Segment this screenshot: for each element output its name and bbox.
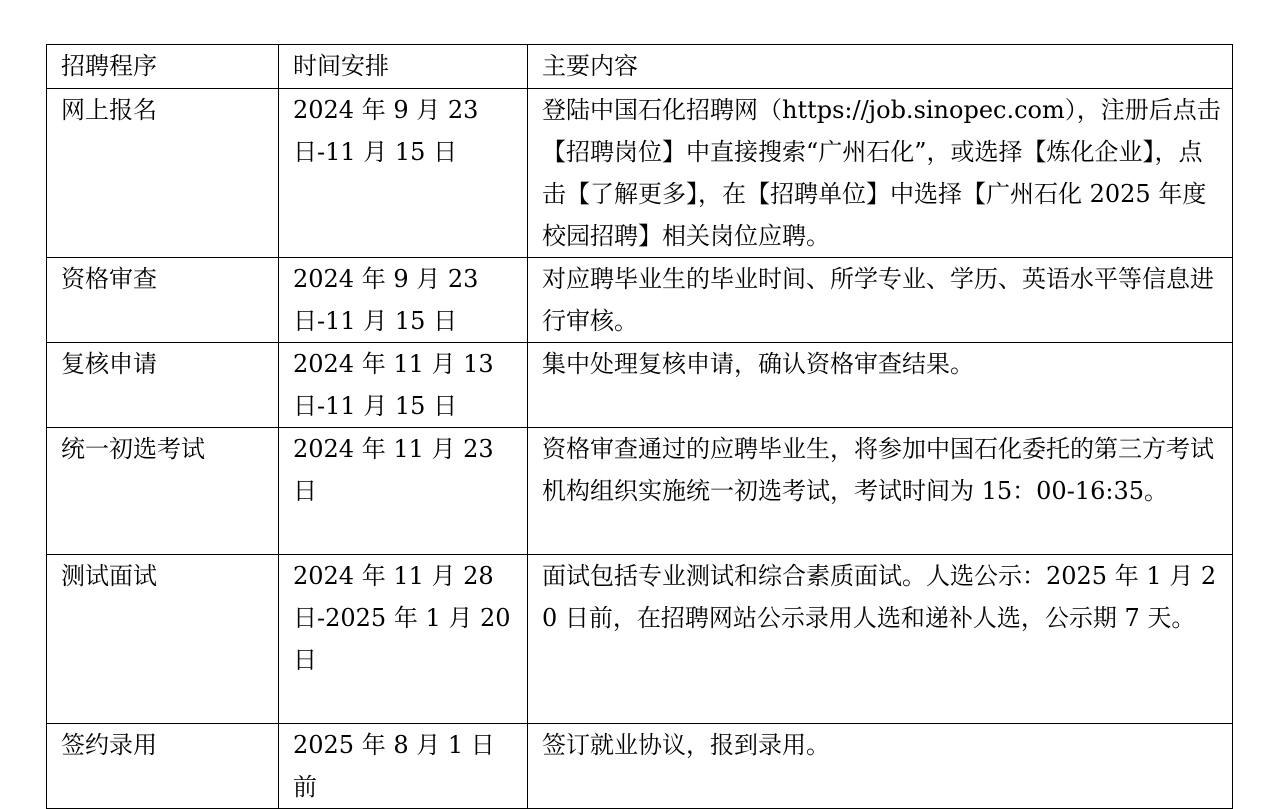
header-content: 主要内容: [528, 45, 1233, 89]
table-row: [47, 343, 1233, 428]
time-cell: 2025 年 8 月 1 日前: [279, 724, 528, 809]
stage-cell: 复核申请: [47, 343, 279, 428]
time-cell: 2024 年 9 月 23 日-11 月 15 日: [279, 89, 528, 258]
table-row: [47, 428, 1233, 555]
time-cell: 2024 年 9 月 23 日-11 月 15 日: [279, 258, 528, 343]
table-header-row: [47, 45, 1233, 89]
stage-cell: 网上报名: [47, 89, 279, 258]
content-cell: 对应聘毕业生的毕业时间、所学专业、学历、英语水平等信息进行审核。: [528, 258, 1233, 343]
table-row: [47, 89, 1233, 258]
content-cell: 资格审查通过的应聘毕业生，将参加中国石化委托的第三方考试机构组织实施统一初选考试，考试时间为 15：00-16:35。: [528, 428, 1233, 555]
recruitment-schedule-table: [46, 44, 1233, 809]
header-stage: 招聘程序: [47, 45, 279, 89]
stage-cell: 签约录用: [47, 724, 279, 809]
stage-cell: 统一初选考试: [47, 428, 279, 555]
content-cell: 集中处理复核申请，确认资格审查结果。: [528, 343, 1233, 428]
stage-cell: 测试面试: [47, 555, 279, 724]
time-cell: 2024 年 11 月 28 日-2025 年 1 月 20 日: [279, 555, 528, 724]
header-time: 时间安排: [279, 45, 528, 89]
content-cell: 签订就业协议，报到录用。: [528, 724, 1233, 809]
table-row: [47, 724, 1233, 809]
table-row: [47, 258, 1233, 343]
table-row: [47, 555, 1233, 724]
time-cell: 2024 年 11 月 13 日-11 月 15 日: [279, 343, 528, 428]
stage-cell: 资格审查: [47, 258, 279, 343]
content-cell: 面试包括专业测试和综合素质面试。人选公示：2025 年 1 月 20 日前，在招聘网站公示录用人选和递补人选，公示期 7 天。: [528, 555, 1233, 724]
content-cell: 登陆中国石化招聘网（https://job.sinopec.com），注册后点击【招聘岗位】中直接搜索“广州石化”，或选择【炼化企业】，点击【了解更多】，在【招聘单位】中选择【广州石化 2025 年度校园招聘】相关岗位应聘。: [528, 89, 1233, 258]
time-cell: 2024 年 11 月 23 日: [279, 428, 528, 555]
